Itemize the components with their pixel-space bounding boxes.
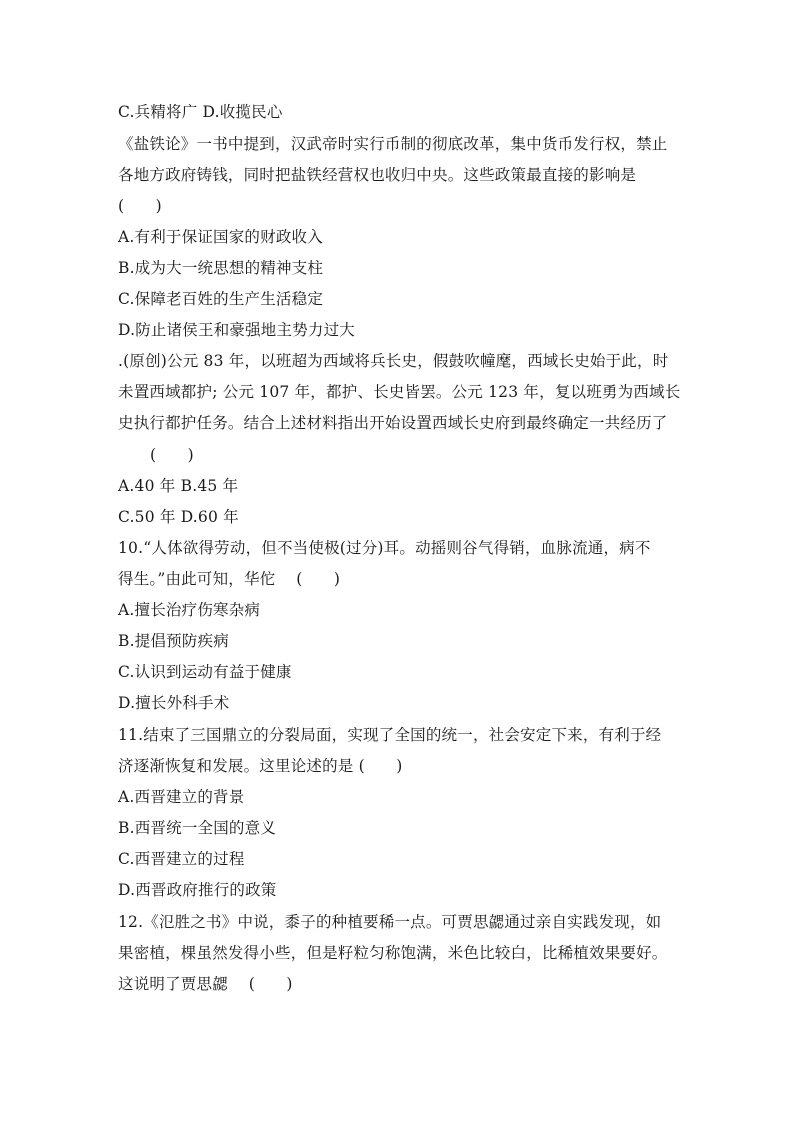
question-10-text: 10.“人体欲得劳动，但不当使极(过分)耳。动摇则谷气得销，血脉流通，病不 (118, 539, 651, 557)
question-12-text: 12.《氾胜之书》中说，黍子的种植要稀一点。可贾思勰通过亲自实践发现，如 (118, 913, 662, 931)
answer-option-b: B.提倡预防疾病 (118, 632, 229, 650)
answer-option-d: D.西晋政府推行的政策 (118, 881, 277, 899)
answer-options-ab: A.40 年 B.45 年 (118, 477, 239, 495)
question-text-line: .(原创)公元 83 年，以班超为西域将兵长史，假鼓吹幢麾，西域长史始于此，时 (118, 352, 669, 370)
question-text-line: 未置西域都护; 公元 107 年，都护、长史皆罢。公元 123 年，复以班勇为西域长 (118, 383, 681, 401)
answer-option-d: D.擅长外科手术 (118, 694, 230, 712)
question-text-line: 史执行都护任务。结合上述材料指出开始设置西域长史府到最终确定一共经历了 (118, 414, 668, 432)
answer-option-c: C.认识到运动有益于健康 (118, 663, 292, 681)
answer-option-a: A.擅长治疗伤寒杂病 (118, 601, 261, 619)
answer-options-cd: C.兵精将广 D.收揽民心 (118, 103, 283, 121)
question-12-text: 果密植，棵虽然发得小些，但是籽粒匀称饱满，米色比较白，比稀植效果要好。 (118, 944, 668, 962)
answer-option-c: C.西晋建立的过程 (118, 850, 245, 868)
answer-option-a: A.有利于保证国家的财政收入 (118, 228, 323, 246)
answer-options-cd: C.50 年 D.60 年 (118, 508, 239, 526)
answer-option-d: D.防止诸侯王和豪强地主势力过大 (118, 321, 356, 339)
answer-blank: ( ) (118, 197, 162, 215)
question-text-line: 各地方政府铸钱，同时把盐铁经营权也收归中央。这些政策最直接的影响是 (118, 166, 637, 184)
question-11-text: 11.结束了三国鼎立的分裂局面，实现了全国的统一，社会安定下来，有利于经 (118, 726, 662, 744)
question-12-text: 这说明了贾思勰 ( ) (118, 975, 293, 993)
answer-option-b: B.西晋统一全国的意义 (118, 819, 277, 837)
question-text-line: 《盐铁论》一书中提到，汉武帝时实行币制的彻底改革，集中货币发行权，禁止 (118, 135, 668, 153)
answer-option-a: A.西晋建立的背景 (118, 788, 245, 806)
answer-option-c: C.保障老百姓的生产生活稳定 (118, 290, 324, 308)
question-10-text: 得生。”由此可知，华佗 ( ) (118, 570, 341, 588)
answer-option-b: B.成为大一统思想的精神支柱 (118, 259, 324, 277)
answer-blank: ( ) (150, 446, 194, 464)
question-11-text: 济逐渐恢复和发展。这里论述的是 ( ) (118, 757, 403, 775)
